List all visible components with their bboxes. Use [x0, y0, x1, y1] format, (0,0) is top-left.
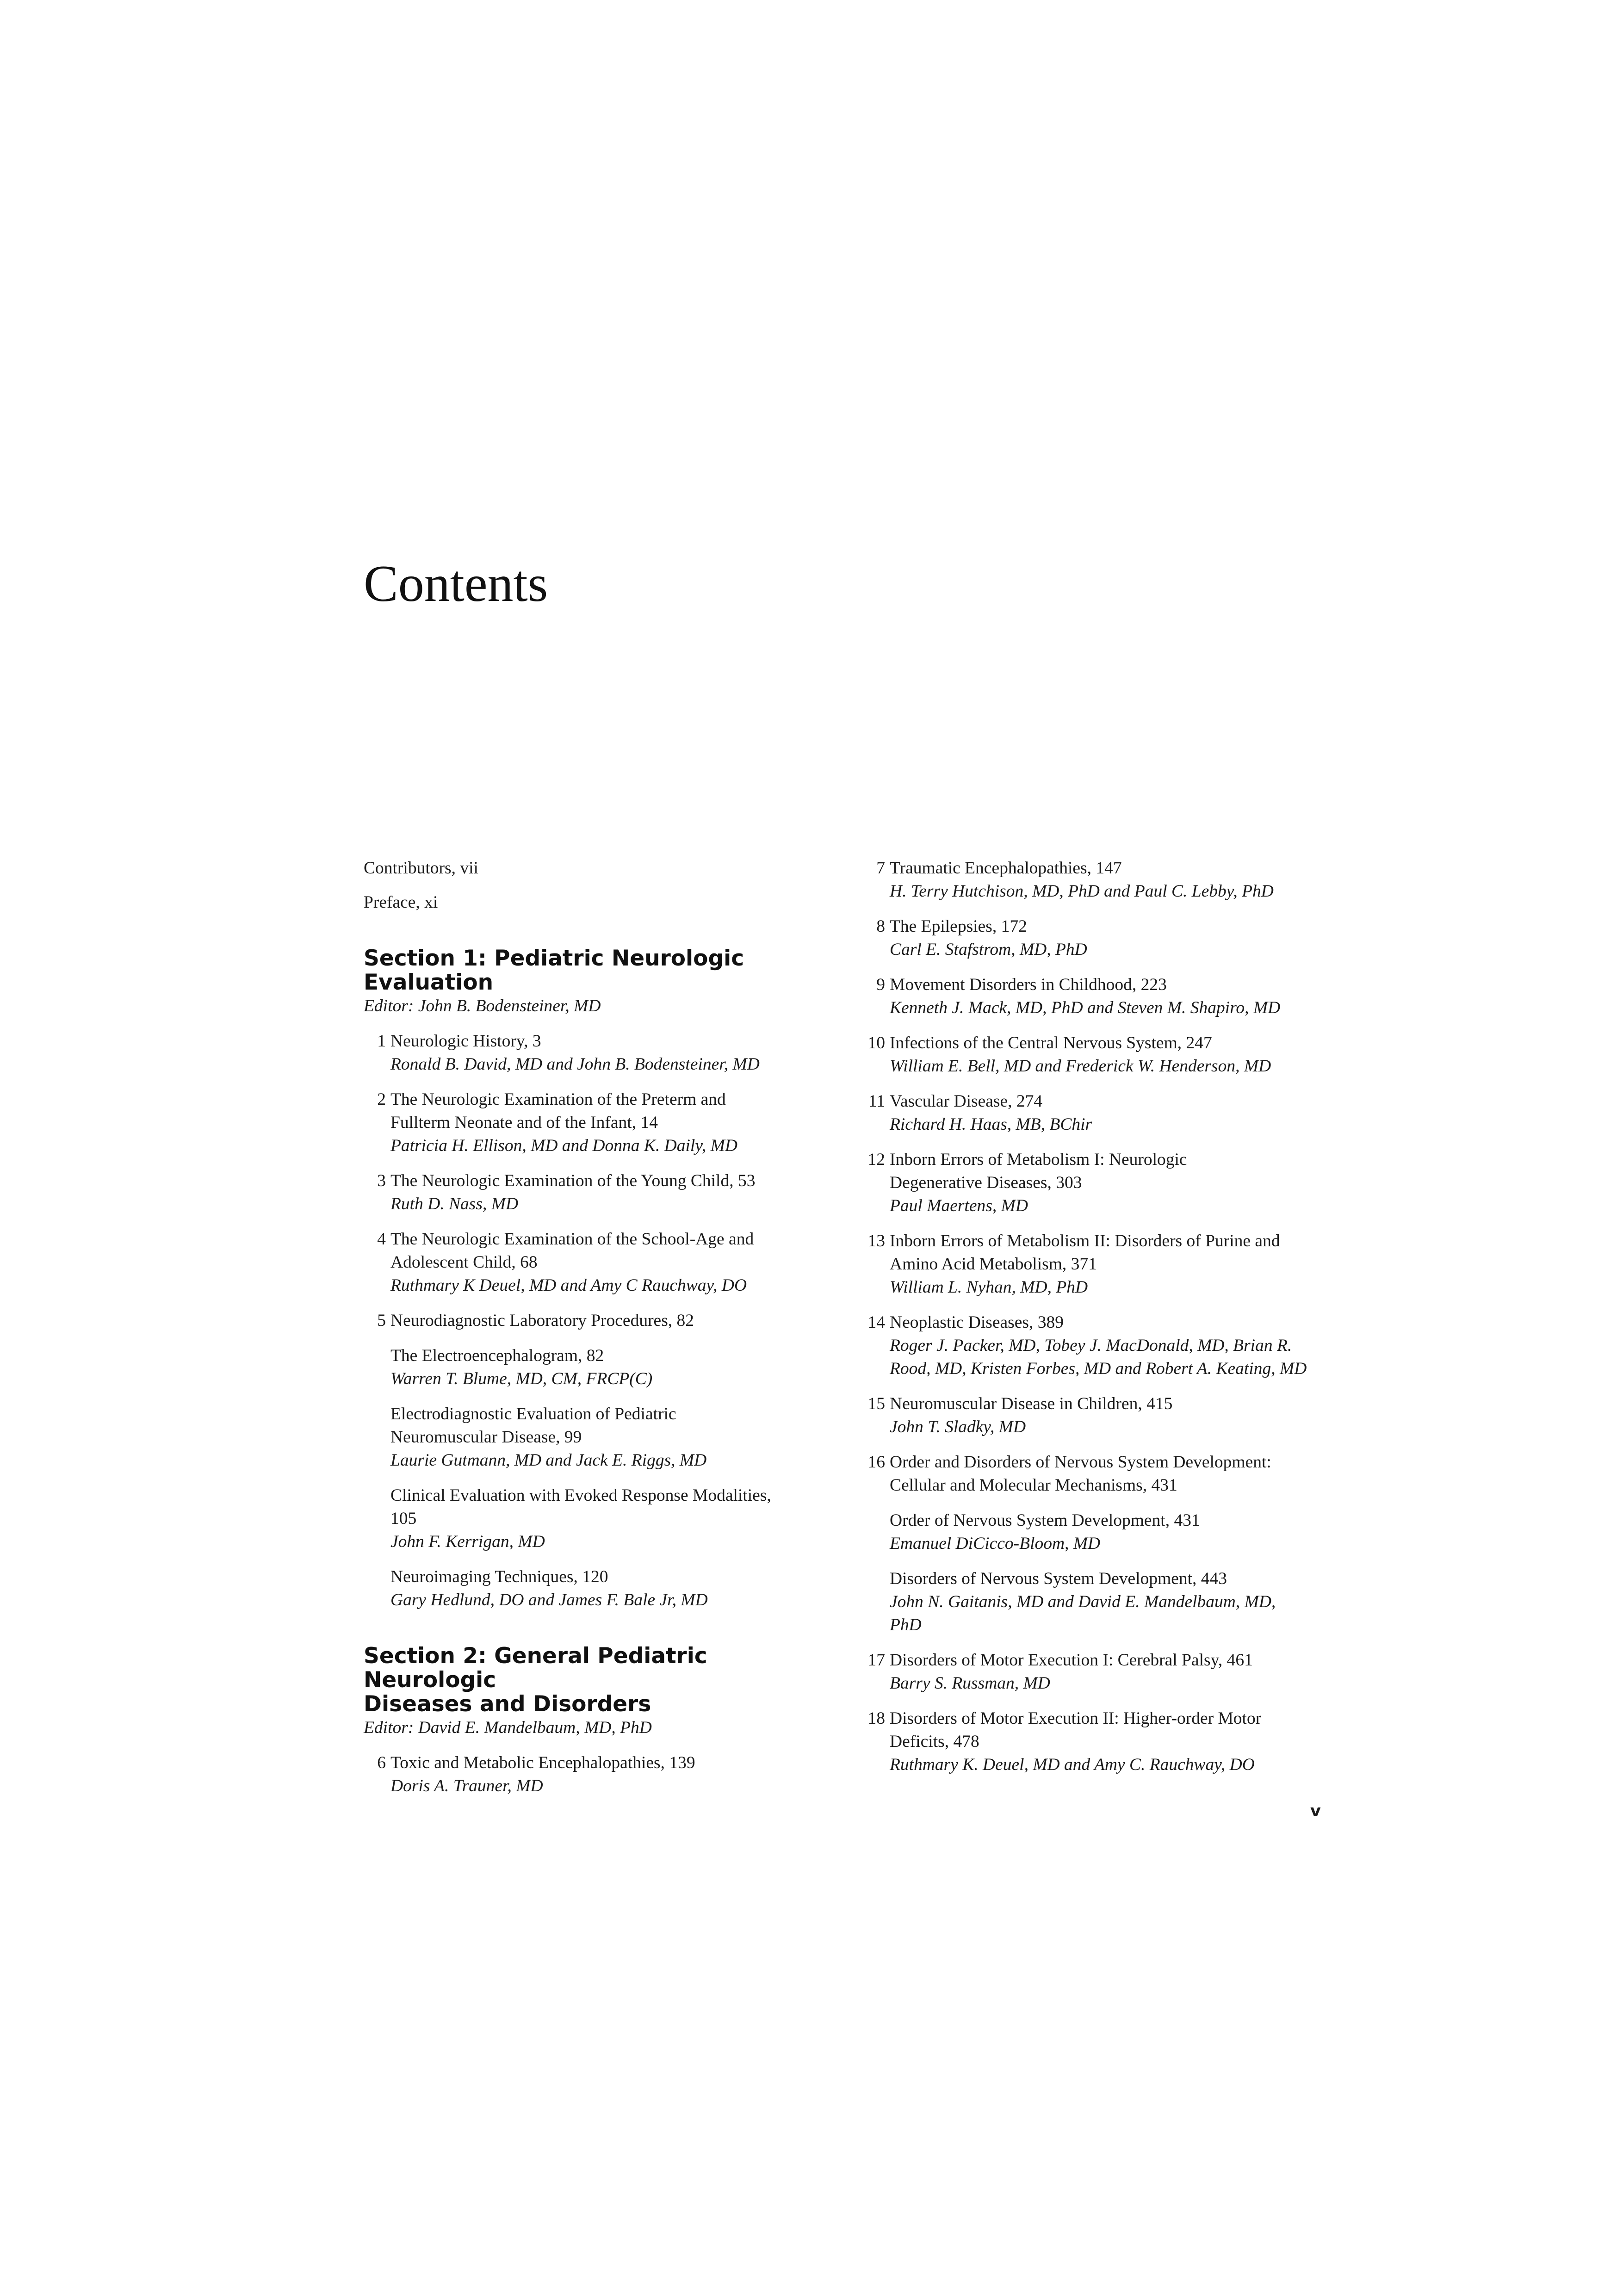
- subchapter-authors: Laurie Gutmann, MD and Jack E. Riggs, MD: [390, 1451, 707, 1470]
- subchapter-title: Electrodiagnostic Evaluation of Pediatric: [390, 1405, 676, 1423]
- chapter-number: 1: [377, 1032, 386, 1051]
- chapter-number: 2: [377, 1090, 386, 1109]
- chapter-title: Order and Disorders of Nervous System Development:: [890, 1453, 1271, 1472]
- contents-left-column: [364, 857, 826, 1810]
- subchapter-title: Disorders of Nervous System Development, 443: [890, 1569, 1227, 1588]
- chapter-authors: William E. Bell, MD and Frederick W. Henderson, MD: [890, 1057, 1271, 1076]
- chapter-title: Neoplastic Diseases, 389: [890, 1313, 1064, 1332]
- chapter-authors: Paul Maertens, MD: [890, 1196, 1028, 1215]
- chapter-title: The Epilepsies, 172: [890, 917, 1027, 936]
- chapter-number: 7: [876, 859, 885, 878]
- subchapter-authors: John N. Gaitanis, MD and David E. Mandelbaum, MD,: [890, 1592, 1276, 1611]
- chapter-number: 11: [868, 1092, 885, 1111]
- chapter-title: Infections of the Central Nervous System, 247: [890, 1034, 1212, 1052]
- chapter-entry: [364, 1309, 826, 1612]
- section-heading: Section 1: Pediatric Neurologic Evaluation: [364, 946, 744, 995]
- subchapter-authors: John F. Kerrigan, MD: [390, 1532, 545, 1551]
- chapter-authors: Rood, MD, Kristen Forbes, MD and Robert A. Keating, MD: [890, 1359, 1307, 1378]
- chapter-entry: [863, 1032, 1330, 1078]
- chapter-number: 15: [867, 1394, 885, 1413]
- chapter-title: Fullterm Neonate and of the Infant, 14: [390, 1113, 658, 1132]
- subchapter-entry: [390, 1566, 826, 1612]
- chapter-number: 4: [377, 1230, 386, 1249]
- subchapter-authors: Emanuel DiCicco-Bloom, MD: [890, 1534, 1101, 1553]
- chapter-authors: Ruth D. Nass, MD: [390, 1194, 519, 1213]
- chapter-title: Disorders of Motor Execution I: Cerebral Palsy, 461: [890, 1651, 1253, 1670]
- chapter-number: 17: [867, 1651, 885, 1670]
- subchapter-title: The Electroencephalogram, 82: [390, 1346, 604, 1365]
- chapter-authors: Doris A. Trauner, MD: [390, 1776, 543, 1795]
- chapter-number: 8: [876, 917, 885, 936]
- chapter-number: 18: [867, 1709, 885, 1728]
- chapter-number: 10: [867, 1034, 885, 1052]
- chapter-title: Toxic and Metabolic Encephalopathies, 139: [390, 1753, 695, 1772]
- chapter-number: 3: [377, 1171, 386, 1190]
- chapter-entry: [364, 1751, 826, 1798]
- subchapter-title: Neuromuscular Disease, 99: [390, 1428, 582, 1447]
- chapter-title: Cellular and Molecular Mechanisms, 431: [890, 1476, 1177, 1495]
- chapter-entry: [863, 1090, 1330, 1136]
- subchapter-entry: [390, 1403, 826, 1472]
- chapter-number: 9: [876, 975, 885, 994]
- chapter-authors: John T. Sladky, MD: [890, 1417, 1026, 1436]
- chapter-title: Neuromuscular Disease in Children, 415: [890, 1394, 1173, 1413]
- chapter-entry: [863, 973, 1330, 1020]
- chapter-number: 16: [867, 1453, 885, 1472]
- page-number: v: [1310, 1802, 1321, 1820]
- chapter-title: Adolescent Child, 68: [390, 1253, 538, 1272]
- chapter-title: Inborn Errors of Metabolism I: Neurologic: [890, 1150, 1187, 1169]
- subchapter-title: Neuroimaging Techniques, 120: [390, 1567, 608, 1586]
- chapter-title: Amino Acid Metabolism, 371: [890, 1255, 1097, 1274]
- chapter-authors: William L. Nyhan, MD, PhD: [890, 1278, 1088, 1297]
- chapter-entry: [364, 1170, 826, 1216]
- chapter-title: Degenerative Diseases, 303: [890, 1173, 1082, 1192]
- chapter-authors: Barry S. Russman, MD: [890, 1674, 1050, 1693]
- chapter-authors: Richard H. Haas, MB, BChir: [890, 1115, 1092, 1134]
- chapter-title: Vascular Disease, 274: [890, 1092, 1043, 1111]
- chapter-entry: [364, 1228, 826, 1297]
- chapter-entry: [863, 1451, 1330, 1637]
- chapter-entry: [863, 915, 1330, 961]
- section-editor: Editor: John B. Bodensteiner, MD: [364, 996, 601, 1015]
- subchapter-entry: [390, 1484, 826, 1553]
- front-matter-contributors: Contributors, vii: [364, 859, 478, 878]
- chapter-authors: H. Terry Hutchison, MD, PhD and Paul C. Lebby, PhD: [890, 882, 1274, 901]
- chapter-authors: Ruthmary K. Deuel, MD and Amy C. Rauchway, DO: [890, 1755, 1255, 1774]
- chapter-number: 14: [867, 1313, 885, 1332]
- subchapter-title: Clinical Evaluation with Evoked Response Modalities,: [390, 1486, 771, 1505]
- chapter-number: 13: [867, 1232, 885, 1250]
- front-matter-preface: Preface, xi: [364, 893, 438, 912]
- chapter-entry: [863, 1230, 1330, 1299]
- subchapter-entry: [890, 1567, 1330, 1637]
- section-editor: Editor: David E. Mandelbaum, MD, PhD: [364, 1718, 652, 1737]
- chapter-title: The Neurologic Examination of the Preterm and: [390, 1090, 726, 1109]
- chapter-entry: [863, 1392, 1330, 1439]
- chapter-number: 5: [377, 1311, 386, 1330]
- subchapter-title: Order of Nervous System Development, 431: [890, 1511, 1200, 1530]
- chapter-entry: [364, 1088, 826, 1157]
- chapter-authors: Ruthmary K Deuel, MD and Amy C Rauchway, DO: [390, 1276, 747, 1295]
- subchapter-title: 105: [390, 1509, 417, 1528]
- subchapter-authors: Gary Hedlund, DO and James F. Bale Jr, MD: [390, 1590, 708, 1609]
- chapter-entry: [863, 1649, 1330, 1695]
- subchapter-authors: PhD: [890, 1615, 922, 1634]
- chapter-number: 12: [867, 1150, 885, 1169]
- section-heading: Section 2: General Pediatric Neurologic Diseases and Disorders: [364, 1643, 707, 1717]
- subchapter-authors: Warren T. Blume, MD, CM, FRCP(C): [390, 1369, 653, 1388]
- chapter-number: 6: [377, 1753, 386, 1772]
- chapter-title: Movement Disorders in Childhood, 223: [890, 975, 1167, 994]
- chapter-entry: [863, 1148, 1330, 1218]
- chapter-title: The Neurologic Examination of the Young Child, 53: [390, 1171, 756, 1190]
- chapter-authors: Carl E. Stafstrom, MD, PhD: [890, 940, 1087, 959]
- subchapter-entry: [390, 1344, 826, 1391]
- chapter-entry: [863, 857, 1330, 903]
- chapter-title: The Neurologic Examination of the School-Age and: [390, 1230, 754, 1249]
- chapter-title: Inborn Errors of Metabolism II: Disorders of Purine and: [890, 1232, 1280, 1250]
- chapter-authors: Kenneth J. Mack, MD, PhD and Steven M. Shapiro, MD: [890, 998, 1281, 1017]
- chapter-entry: [364, 1030, 826, 1076]
- chapter-authors: Roger J. Packer, MD, Tobey J. MacDonald, MD, Brian R.: [890, 1336, 1292, 1355]
- chapter-title: Neurodiagnostic Laboratory Procedures, 82: [390, 1311, 694, 1330]
- chapter-title: Neurologic History, 3: [390, 1032, 541, 1051]
- chapter-title: Deficits, 478: [890, 1732, 979, 1751]
- chapter-title: Disorders of Motor Execution II: Higher-order Motor: [890, 1709, 1262, 1728]
- chapter-title: Traumatic Encephalopathies, 147: [890, 859, 1122, 878]
- chapter-entry: [863, 1707, 1330, 1776]
- page-title: Contents: [364, 555, 548, 613]
- chapter-authors: Patricia H. Ellison, MD and Donna K. Daily, MD: [390, 1136, 737, 1155]
- chapter-entry: [863, 1311, 1330, 1380]
- subchapter-entry: [890, 1509, 1330, 1555]
- chapter-authors: Ronald B. David, MD and John B. Bodensteiner, MD: [390, 1055, 760, 1074]
- contents-right-column: [863, 857, 1330, 1789]
